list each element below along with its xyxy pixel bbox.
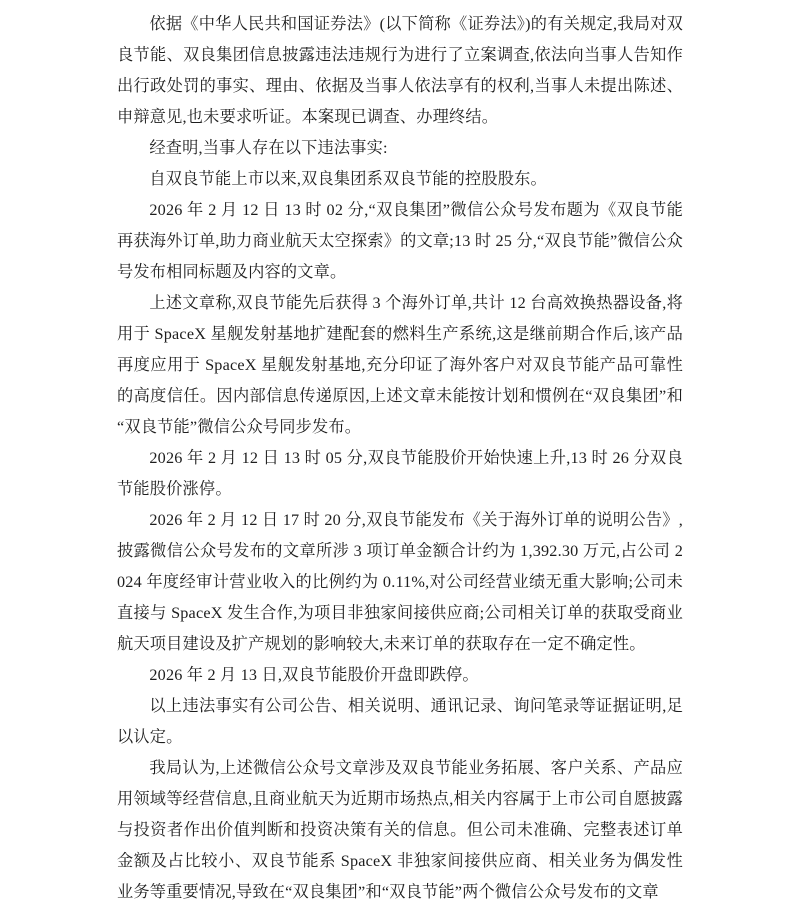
paragraph-wechat-articles: 2026 年 2 月 12 日 13 时 02 分,“双良集团”微信公众号发布题为《双良节能再获海外订单,助力商业航天太空探索》的文章;13 时 25 分,“双良节能”微信公众号发布相同标题及内容的文章。 (117, 201, 683, 281)
paragraph-legal-basis: 依据《中华人民共和国证券法》(以下简称《证券法》)的有关规定,我局对双良节能、双良集团信息披露违法违规行为进行了立案调查,依法向当事人告知作出行政处罚的事实、理由、依据及当事人依法享有的权利,当事人未提出陈述、申辩意见,也未要求听证。本案现已调查、办理终结。 (117, 15, 683, 126)
paragraph-article-content: 上述文章称,双良节能先后获得 3 个海外订单,共计 12 台高效换热器设备,将用于 SpaceX 星舰发射基地扩建配套的燃料生产系统,这是继前期合作后,该产品再度应用于 SpaceX 星舰发射基地,充分印证了海外客户对双良节能产品可靠性的高度信任。因内部信息传递原因,上述文章未能按计划和惯例在“双良集团”和“双良节能”微信公众号同步发布。 (117, 294, 683, 436)
paragraph-shareholder-fact: 自双良节能上市以来,双良集团系双良节能的控股股东。 (149, 170, 547, 188)
paragraph-bureau-opinion: 我局认为,上述微信公众号文章涉及双良节能业务拓展、客户关系、产品应用领域等经营信息,且商业航天为近期市场热点,相关内容属于上市公司自愿披露与投资者作出价值判断和投资决策有关的信息。但公司未准确、完整表述订单金额及占比较小、双良节能系 SpaceX 非独家间接供应商、相关业务为偶发性业务等重要情况,导致在“双良集团”和“双良节能”两个微信公众号发布的文章 (117, 759, 683, 901)
paragraph-findings-intro: 经查明,当事人存在以下违法事实: (149, 139, 388, 157)
paragraph-stock-rise: 2026 年 2 月 12 日 13 时 05 分,双良节能股价开始快速上升,13 时 26 分双良节能股价涨停。 (117, 449, 683, 498)
paragraph-stock-fall: 2026 年 2 月 13 日,双良节能股价开盘即跌停。 (149, 666, 479, 684)
paragraph-clarification: 2026 年 2 月 12 日 17 时 20 分,双良节能发布《关于海外订单的说明公告》,披露微信公众号发布的文章所涉 3 项订单金额合计约为 1,392.30 万元,占公司 2024 年度经审计营业收入的比例约为 0.11%,对公司经营业绩无重大影响;公司未直接与 SpaceX 发生合作,为项目非独家间接供应商;公司相关订单的获取受商业航天项目建设及扩产规划的影响较大,未来订单的获取存在一定不确定性。 (117, 511, 683, 653)
paragraph-evidence: 以上违法事实有公司公告、相关说明、通讯记录、询问笔录等证据证明,足以认定。 (117, 697, 683, 746)
